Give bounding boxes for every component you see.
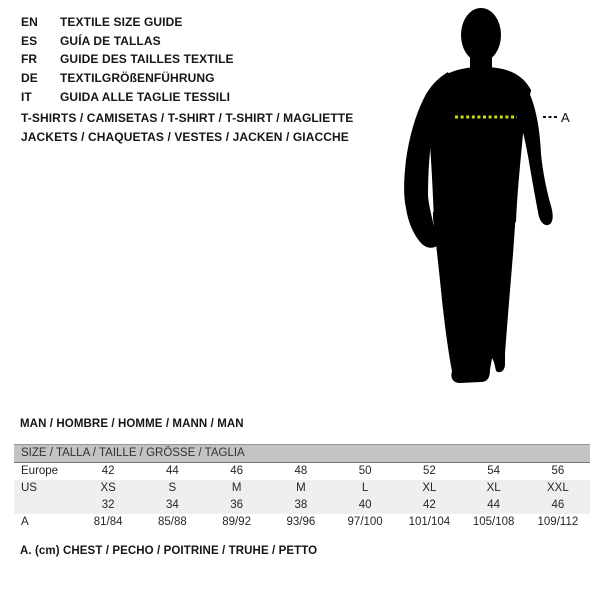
table-row (14, 497, 590, 514)
size-table-header: SIZE / TALLA / TAILLE / GRÖSSE / TAGLIA (14, 444, 590, 463)
measure-marker-label: A (561, 110, 570, 125)
table-cell: 48 (294, 465, 308, 477)
category-line-jackets: JACKETS / CHAQUETAS / VESTES / JACKEN / GIACCHE (21, 130, 349, 144)
table-cell: S (168, 482, 177, 494)
language-row-it (21, 88, 234, 107)
table-cell: 44 (165, 465, 179, 477)
size-table (14, 444, 590, 531)
row-label: Europe (21, 465, 59, 477)
table-cell: 109/112 (537, 516, 579, 528)
language-row-de (21, 69, 234, 88)
language-code: DE (21, 71, 38, 86)
table-cell: 50 (358, 465, 372, 477)
language-label: TEXTILGRÖßENFÜHRUNG (60, 71, 215, 86)
table-cell: 52 (422, 465, 436, 477)
table-row (14, 480, 590, 497)
table-cell: 46 (551, 499, 565, 511)
language-code: IT (21, 89, 32, 104)
language-label: TEXTILE SIZE GUIDE (60, 15, 183, 29)
language-label: GUIDA ALLE TAGLIE TESSILI (60, 89, 231, 104)
language-row-fr (21, 50, 234, 69)
table-cell: 32 (101, 499, 115, 511)
table-cell: M (231, 482, 242, 494)
table-cell: 54 (487, 465, 501, 477)
table-row (14, 463, 590, 480)
table-cell: 42 (422, 499, 436, 511)
table-cell: 93/96 (286, 516, 316, 528)
man-silhouette (400, 6, 576, 390)
table-cell: 46 (230, 465, 244, 477)
category-line-tshirts: T-SHIRTS / CAMISETAS / T-SHIRT / T-SHIRT / MAGLIETTE (21, 111, 354, 125)
footnote-chest: A. (cm) CHEST / PECHO / POITRINE / TRUHE / PETTO (20, 545, 318, 557)
language-label: GUÍA DE TALLAS (60, 33, 161, 48)
size-table-body (14, 463, 590, 531)
language-row-es (21, 32, 234, 51)
table-cell: 38 (294, 499, 308, 511)
table-cell: 101/104 (408, 516, 451, 528)
table-cell: XS (100, 482, 116, 494)
table-cell: 89/92 (222, 516, 252, 528)
table-cell: 42 (101, 465, 115, 477)
section-title-man: MAN / HOMBRE / HOMME / MANN / MAN (20, 418, 244, 430)
language-code: ES (21, 33, 38, 48)
row-label (14, 497, 76, 514)
table-cell: 105/108 (472, 516, 515, 528)
table-row (14, 514, 590, 531)
language-label: GUIDE DES TAILLES TEXTILE (60, 52, 234, 67)
language-code: EN (21, 15, 38, 29)
category-lines (21, 109, 353, 147)
table-cell: 81/84 (93, 516, 123, 528)
table-cell: 44 (487, 499, 501, 511)
table-cell: 40 (358, 499, 372, 511)
table-cell: XXL (547, 482, 569, 494)
row-label: A (21, 516, 29, 528)
table-cell: 34 (165, 499, 179, 511)
table-cell: XL (486, 482, 501, 494)
table-cell: 36 (230, 499, 244, 511)
table-cell: XL (422, 482, 437, 494)
row-label: US (21, 482, 37, 494)
table-cell: 56 (551, 465, 565, 477)
language-row-en (21, 13, 234, 32)
table-cell: L (361, 482, 369, 494)
language-code: FR (21, 52, 38, 67)
table-cell: M (296, 482, 306, 494)
language-list (21, 13, 234, 107)
table-cell: 85/88 (157, 516, 187, 528)
silhouette-legs (433, 212, 516, 383)
table-cell: 97/100 (347, 516, 383, 528)
